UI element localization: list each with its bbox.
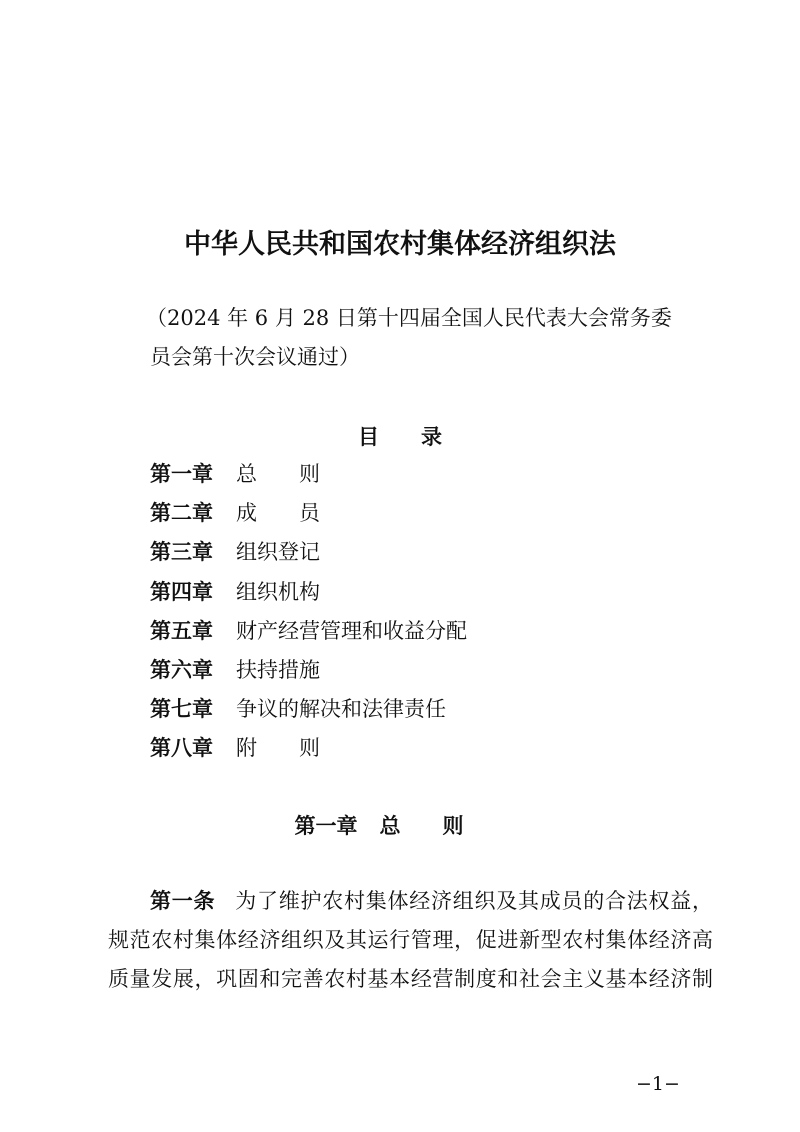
adoption-note-line-1: （2024 年 6 月 28 日第十四届全国人民代表大会常务委 (146, 306, 672, 330)
document-title: 中华人民共和国农村集体经济组织法 (184, 229, 616, 260)
toc-item-label: 第八章 (150, 736, 213, 761)
toc-heading: 目录 (358, 425, 484, 449)
toc-item[interactable] (150, 497, 362, 527)
toc-item-label: 第四章 (150, 579, 213, 604)
chapter-title: 总则 (379, 814, 506, 838)
chapter-label: 第一章 (294, 814, 358, 838)
toc-item-title: 争议的解决和法律责任 (236, 697, 446, 722)
toc-item-title: 扶持措施 (236, 658, 320, 682)
toc-item-title: 总则 (236, 462, 362, 486)
toc-item[interactable] (150, 654, 320, 684)
toc-item-label: 第三章 (150, 540, 213, 565)
article-line-2: 规范农村集体经济组织及其运行管理，促进新型农村集体经济高 (108, 928, 713, 952)
toc-item-label: 第七章 (150, 697, 213, 722)
article-label: 第一条 (150, 889, 216, 913)
toc-item[interactable] (150, 693, 446, 723)
toc-item[interactable] (150, 576, 320, 606)
article-line-3: 质量发展，巩固和完善农村基本经营制度和社会主义基本经济制 (108, 967, 713, 991)
adoption-note-line-2: 员会第十次会议通过） (150, 345, 360, 369)
toc-item[interactable] (150, 615, 467, 645)
toc-item-title: 组织机构 (236, 579, 320, 604)
toc-item-label: 第五章 (150, 618, 213, 643)
article-line-1 (150, 885, 713, 915)
chapter-heading (0, 810, 800, 840)
toc-item-label: 第二章 (150, 501, 213, 526)
toc-item-title: 组织登记 (236, 540, 320, 565)
toc-item-label: 第一章 (150, 462, 213, 486)
toc-item[interactable] (150, 536, 320, 566)
toc-item-title: 附则 (236, 736, 362, 761)
toc-item-title: 财产经营管理和收益分配 (236, 618, 467, 643)
toc-item-label: 第六章 (150, 658, 213, 682)
page-number: −1− (636, 1073, 680, 1095)
toc-item[interactable] (150, 732, 362, 762)
toc-item-title: 成员 (236, 501, 362, 526)
toc-item[interactable] (150, 458, 362, 488)
article-text: 为了维护农村集体经济组织及其成员的合法权益， (235, 889, 713, 913)
